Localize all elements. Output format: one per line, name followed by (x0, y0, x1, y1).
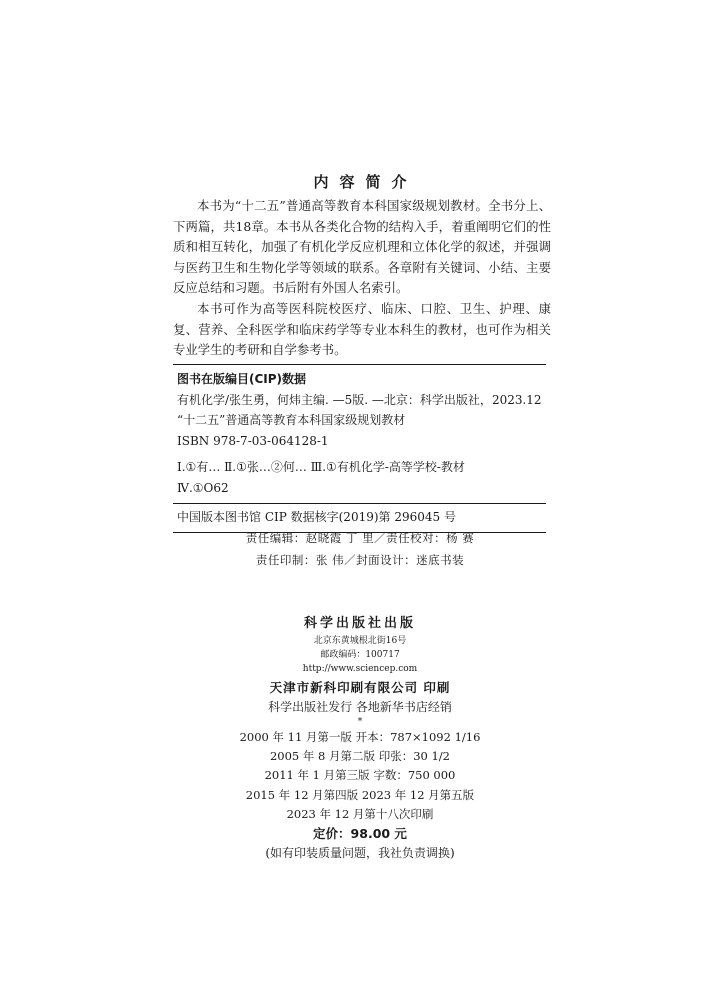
printer-name: 天津市新科印刷有限公司 印刷 (269, 680, 451, 695)
cip-title-line: 有机化学/张生勇，何炜主编. —5版. —北京：科学出版社，2023.12 (177, 392, 542, 407)
editors-credits (0, 527, 720, 571)
edition-history (0, 728, 720, 824)
separator-star: * (357, 717, 363, 727)
price: 定价：98.00 元 (313, 826, 407, 842)
distribution-line: 科学出版社发行 各地新华书店经销 (268, 700, 452, 714)
cip-classification-line: Ⅰ.①有… Ⅱ.①张…②何… Ⅲ.①有机化学-高等学校-教材 (177, 460, 465, 474)
edition-line: 2015 年 12 月第四版 2023 年 12 月第五版 (245, 787, 475, 802)
publication-info (0, 614, 720, 862)
cip-series-line: “十二五”普通高等教育本科国家级规划教材 (177, 413, 406, 427)
editor-line: 责任编辑：赵晓霞 丁 里／责任校对：杨 赛 (245, 531, 475, 545)
cip-isbn-line: ISBN 978-7-03-064128-1 (177, 433, 329, 448)
abstract-paragraph: 本书可作为高等医科院校医疗、临床、口腔、卫生、护理、康复、营养、全科医学和临床药学等专业本科生的教材，也可作为相关专业学生的考研和自学参考书。 (173, 300, 551, 358)
cip-heading: 图书在版编目(CIP)数据 (177, 372, 307, 386)
edition-line: 2000 年 11 月第一版 开本：787×1092 1/16 (239, 730, 481, 744)
publisher-name: 科学出版社出版 (303, 616, 416, 631)
cip-record-number: 中国版本图书馆 CIP 数据核字(2019)第 296045 号 (177, 510, 456, 524)
page-title: 内容简介 (313, 173, 418, 191)
quality-note: (如有印装质量问题，我社负责调换) (265, 846, 455, 861)
cip-divider (173, 503, 546, 504)
abstract (173, 196, 551, 361)
edition-line: 2005 年 8 月第二版 印张：30 1/2 (269, 749, 450, 764)
publisher-website: http://www.sciencep.com (302, 664, 418, 674)
cip-classification-line: Ⅳ.①O62 (177, 480, 229, 495)
cip-data-block (173, 364, 546, 533)
publisher-address: 北京东黄城根北街16号 (313, 636, 407, 646)
edition-line: 2023 年 12 月第十八次印刷 (286, 806, 434, 821)
editor-line: 责任印制：张 伟／封面设计：迷底书装 (255, 553, 465, 567)
abstract-paragraph: 本书为“十二五”普通高等教育本科国家级规划教材。全书分上、下两篇，共18章。本书从各类化合物的结构入手，着重阐明它们的性质和相互转化，加强了有机化学反应机理和立体化学的叙述，并强调与医药卫生和生物化学等领域的联系。各章附有关键词、小结、主要反应总结和习题。书后附有外国人名索引。 (173, 198, 551, 296)
publisher-postcode: 邮政编码：100717 (320, 650, 400, 660)
edition-line: 2011 年 1 月第三版 字数：750 000 (264, 768, 456, 783)
